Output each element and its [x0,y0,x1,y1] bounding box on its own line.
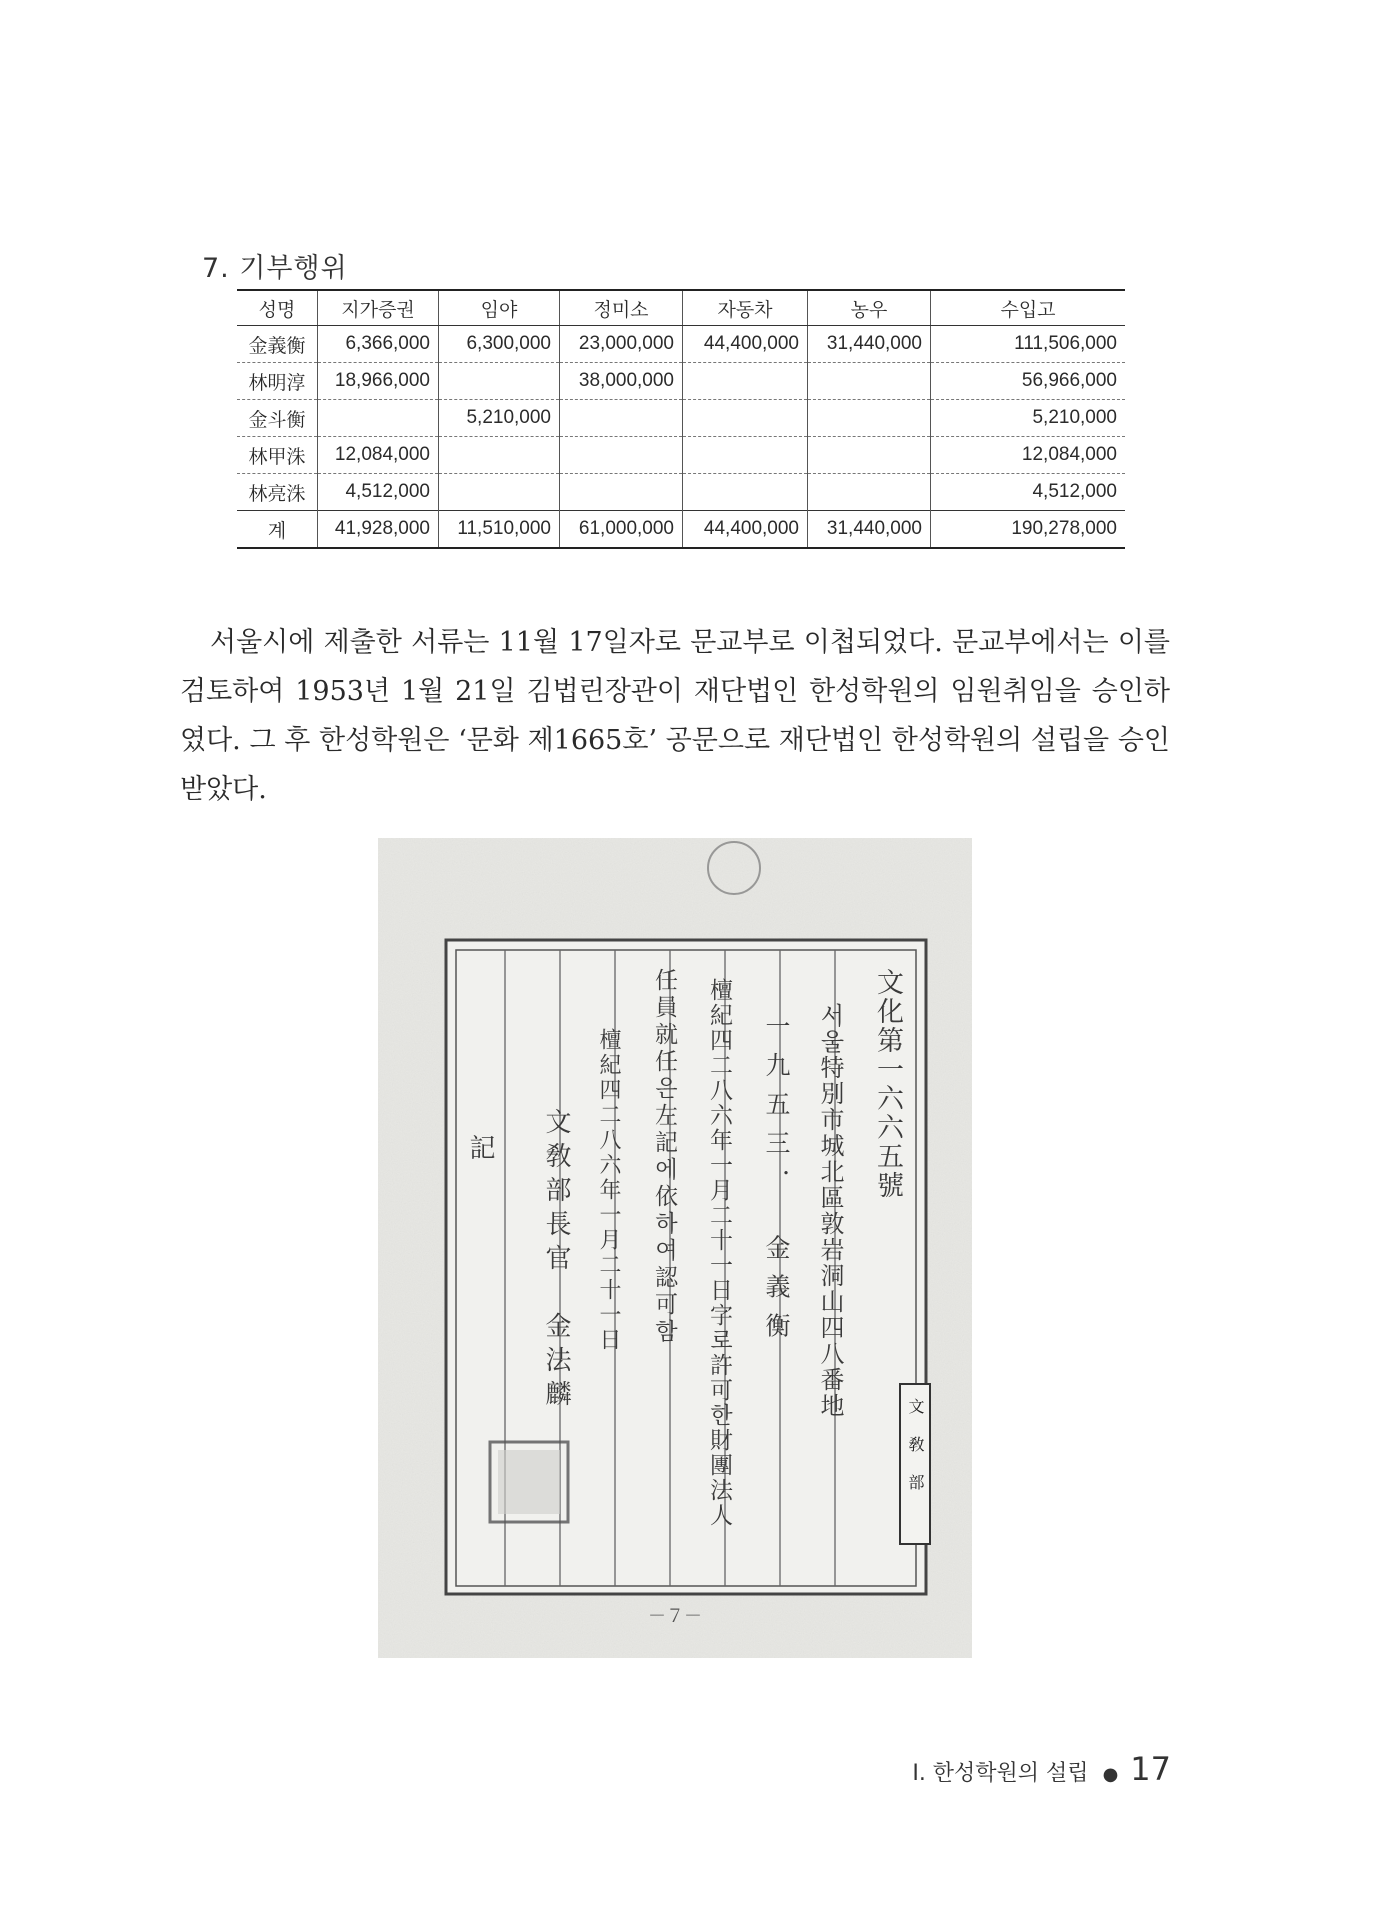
table-cell: 5,210,000 [931,400,1126,437]
donation-table [237,289,1125,549]
table-cell: 12,084,000 [931,437,1126,474]
side-stamp: 文敎部 [906,1398,925,1512]
table-cell [560,437,683,474]
document-column: 記 [465,1134,495,1160]
header-cell: 농우 [808,290,931,326]
table-row [237,437,1125,474]
table-cell [560,474,683,511]
document-column: 任員就任은左記에依하여認可함 [651,968,677,1346]
table-cell: 5,210,000 [439,400,560,437]
table-cell: 23,000,000 [560,326,683,363]
table-cell [318,400,439,437]
table-cell: 41,928,000 [318,511,439,549]
bullet-icon: ● [1102,1764,1119,1785]
table-cell: 6,300,000 [439,326,560,363]
document-column: 文敎部長官 金法麟 [541,1108,571,1414]
table-header-row [237,290,1125,326]
document-column: 一九五三． 金義衡 [762,1013,791,1352]
table-cell: 4,512,000 [318,474,439,511]
document-column: 서울特別市城北區敦岩洞山四八番地 [816,1003,844,1419]
table-cell: 金斗衡 [237,400,318,437]
table-cell [683,363,808,400]
table-cell [439,474,560,511]
header-cell: 지가증권 [318,290,439,326]
table-cell: 18,966,000 [318,363,439,400]
table-cell: 44,400,000 [683,511,808,549]
page-number: 17 [1130,1750,1171,1788]
table-cell: 61,000,000 [560,511,683,549]
bottom-mark: －７－ [648,1606,702,1627]
table-cell [683,400,808,437]
footer-chapter-title: Ⅰ. 한성학원의 설립 [912,1761,1089,1786]
table-cell: 31,440,000 [808,326,931,363]
table-row [237,400,1125,437]
header-cell: 성명 [237,290,318,326]
table-cell: 44,400,000 [683,326,808,363]
historical-document-photo [378,838,972,1658]
document-column: 文化第一六六五號 [872,968,903,1200]
table-cell: 林亮洙 [237,474,318,511]
table-cell: 金義衡 [237,326,318,363]
table-cell [808,400,931,437]
table-cell [560,400,683,437]
table-row [237,326,1125,363]
header-cell: 정미소 [560,290,683,326]
table-cell [683,474,808,511]
table-cell: 38,000,000 [560,363,683,400]
header-cell: 임야 [439,290,560,326]
page-footer [912,1750,1171,1788]
table-cell: 111,506,000 [931,326,1126,363]
body-paragraph: 서울시에 제출한 서류는 11월 17일자로 문교부로 이첩되었다. 문교부에서는 이를 검토하여 1953년 1월 21일 김법린장관이 재단법인 한성학원의 임원취임을 승인하였다. 그 후 한성학원은 ‘문화 제1665호’ 공문으로 재단법인 한성학원의 설립을 승인받았다. [180,627,1170,805]
document-column: 檀紀四二八六年一月二十一日 [596,1028,621,1353]
table-cell [683,437,808,474]
table-row [237,363,1125,400]
table-cell [439,363,560,400]
table-cell [808,474,931,511]
table-row [237,474,1125,511]
header-cell: 수입고 [931,290,1126,326]
table-cell [808,363,931,400]
table-cell [439,437,560,474]
table-cell: 56,966,000 [931,363,1126,400]
table-cell: 11,510,000 [439,511,560,549]
table-cell: 6,366,000 [318,326,439,363]
table-cell: 林甲洙 [237,437,318,474]
table-cell: 31,440,000 [808,511,931,549]
table-cell: 190,278,000 [931,511,1126,549]
table-cell: 계 [237,511,318,549]
table-cell: 12,084,000 [318,437,439,474]
document-column: 檀紀四二八六年一月二十一日字로許可한財團法人 [706,978,732,1528]
table-cell [808,437,931,474]
table-cell: 4,512,000 [931,474,1126,511]
section-heading: 7. 기부행위 [202,253,348,284]
table-total-row [237,511,1125,549]
header-cell: 자동차 [683,290,808,326]
table-cell: 林明淳 [237,363,318,400]
